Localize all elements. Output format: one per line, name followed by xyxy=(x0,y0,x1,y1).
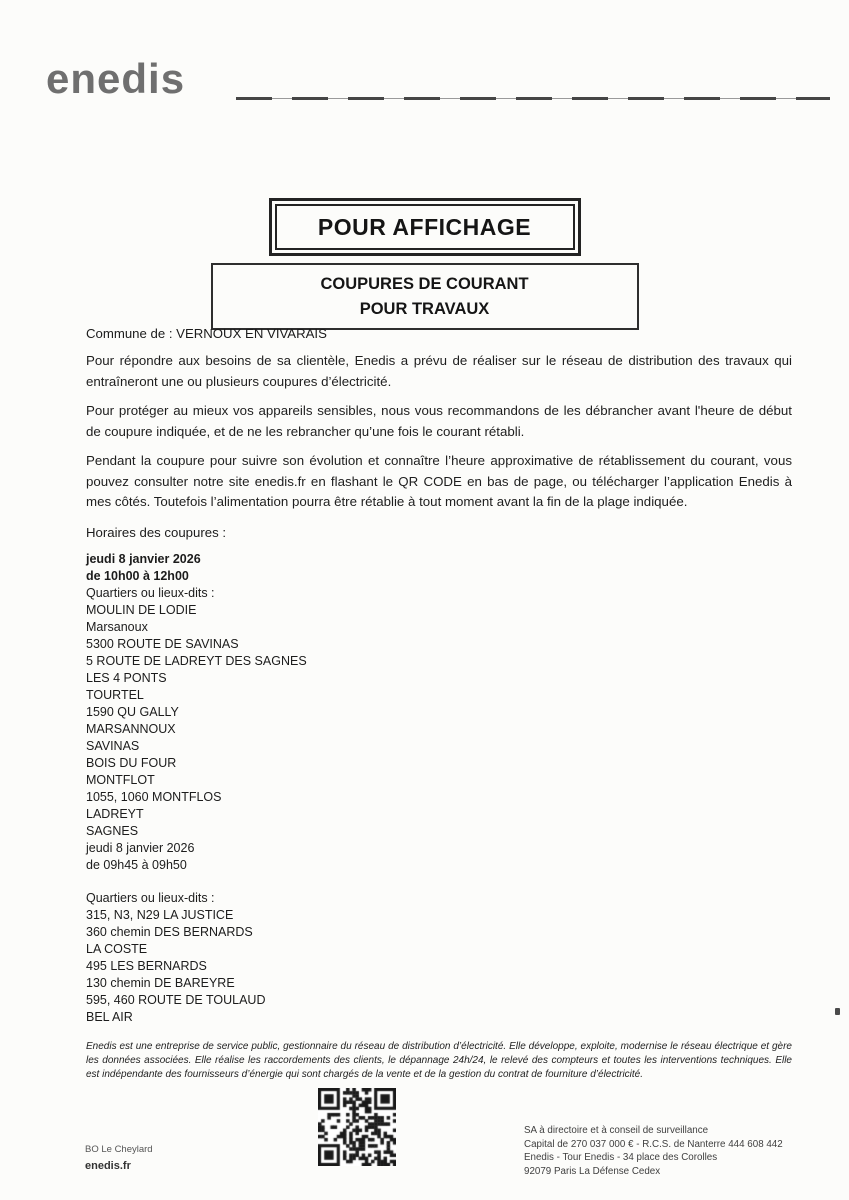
enedis-logo: enedis xyxy=(46,55,186,102)
schedule-line: 315, N3, N29 LA JUSTICE xyxy=(86,907,234,922)
paragraph: Pendant la coupure pour suivre son évolution et connaître l’heure approximative de rétablissement du courant, vous pouvez consulter notre site enedis.fr en flashant le QR CODE en bas de page, ou télécharger l’application Enedis à mes côtés. Toutefois l’alimentation pourra être rétablie à tout moment avant la fin de la plage indiquée. xyxy=(86,453,792,509)
schedule-line: 1055, 1060 MONTFLOS xyxy=(86,789,222,804)
legal-text: Enedis est une entreprise de service public, gestionnaire du réseau de distribution d’électricité. Elle développe, exploite, modernise le réseau électrique et gère les données associées. Elle réalise les raccordements des clients, le dépannage 24h/24, le relevé des compteurs et toutes les interventions techniques. Elle est indépendante des fournisseurs d’énergie qui sont chargés de la vente et de la gestion du contrat de fourniture d’électricité. xyxy=(86,1040,792,1081)
schedule-line: 130 chemin DE BAREYRE xyxy=(86,975,235,990)
paragraph: Pour répondre aux besoins de sa clientèle, Enedis a prévu de réaliser sur le réseau de distribution des travaux qui entraîneront une ou plusieurs coupures d’électricité. xyxy=(86,353,792,389)
outage-schedule-block-1 xyxy=(86,551,792,874)
schedule-line: 1590 QU GALLY xyxy=(86,704,179,719)
schedule-line: Quartiers ou lieux-dits : xyxy=(86,585,215,600)
schedule-line: BOIS DU FOUR xyxy=(86,755,177,770)
outage-schedule-block-2 xyxy=(86,890,792,1026)
paragraph: Pour protéger au mieux vos appareils sensibles, nous vous recommandons de les débrancher avant l'heure de début de coupure indiquée, et de ne les rebrancher qu’une fois le courant rétabli. xyxy=(86,403,792,439)
schedule-line: 595, 460 ROUTE DE TOULAUD xyxy=(86,992,266,1007)
company-info-line: Enedis - Tour Enedis - 34 place des Corolles xyxy=(524,1152,718,1163)
scan-artifact xyxy=(835,1008,840,1015)
schedule-line: Quartiers ou lieux-dits : xyxy=(86,890,215,905)
schedule-line: 5 ROUTE DE LADREYT DES SAGNES xyxy=(86,653,307,668)
footer-company-info xyxy=(524,1124,783,1178)
pour-affichage-text: POUR AFFICHAGE xyxy=(275,204,575,250)
document-body xyxy=(86,326,792,1082)
notice-title-line1: COUPURES DE COURANT xyxy=(320,275,529,293)
notice-title-line2: POUR TRAVAUX xyxy=(359,299,490,318)
schedule-line: MOULIN DE LODIE xyxy=(86,602,197,617)
company-info-line: SA à directoire et à conseil de surveillance xyxy=(524,1125,709,1136)
footer-left xyxy=(85,1144,153,1174)
header-dashed-rule xyxy=(236,96,830,100)
schedule-line: LA COSTE xyxy=(86,941,148,956)
footer-office: BO Le Cheylard xyxy=(85,1144,153,1155)
schedule-line: 360 chemin DES BERNARDS xyxy=(86,924,253,939)
schedule-line: MONTFLOT xyxy=(86,772,155,787)
schedule-line: 495 LES BERNARDS xyxy=(86,958,207,973)
notice-title-box xyxy=(211,263,639,330)
company-info-line: Capital de 270 037 000 € - R.C.S. de Nanterre 444 608 442 xyxy=(524,1138,783,1150)
horaires-label: Horaires des coupures : xyxy=(86,524,227,540)
schedule-line: jeudi 8 janvier 2026 xyxy=(86,551,201,566)
footer-website: enedis.fr xyxy=(85,1160,131,1173)
commune-line: Commune de : VERNOUX EN VIVARAIS xyxy=(86,326,327,341)
schedule-line: jeudi 8 janvier 2026 xyxy=(86,840,195,855)
schedule-line: TOURTEL xyxy=(86,687,144,702)
schedule-line: BEL AIR xyxy=(86,1009,133,1024)
schedule-line: de 10h00 à 12h00 xyxy=(86,568,189,583)
qr-code xyxy=(318,1088,396,1166)
company-info-line: 92079 Paris La Défense Cedex xyxy=(524,1165,661,1177)
schedule-line: Marsanoux xyxy=(86,619,148,634)
schedule-line: LES 4 PONTS xyxy=(86,670,167,685)
schedule-line: LADREYT xyxy=(86,806,144,821)
intro-paragraphs xyxy=(86,351,792,513)
schedule-line: SAVINAS xyxy=(86,738,140,753)
schedule-line: de 09h45 à 09h50 xyxy=(86,857,187,872)
pour-affichage-banner xyxy=(269,198,581,256)
schedule-line: MARSANNOUX xyxy=(86,721,176,736)
schedule-line: 5300 ROUTE DE SAVINAS xyxy=(86,636,239,651)
schedule-line: SAGNES xyxy=(86,823,139,838)
